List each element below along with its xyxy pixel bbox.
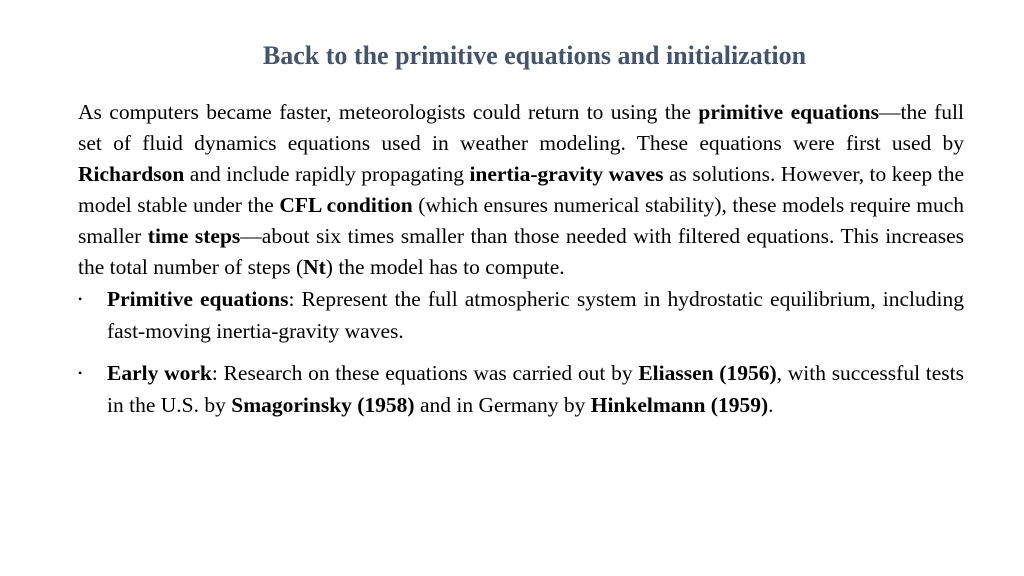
bold-term: Smagorinsky (1958): [231, 393, 415, 417]
text-run: (which ensures numerical stability), these models require much smaller: [78, 193, 964, 248]
text-run: : Research on these equations was carried out by: [211, 361, 639, 385]
text-run: and in Germany by: [414, 393, 591, 417]
bold-term: primitive equations: [698, 100, 879, 124]
bullet-item: [78, 283, 964, 347]
bullet-item: [78, 357, 964, 421]
bold-term: Richardson: [78, 162, 185, 186]
bold-term: CFL condition: [279, 193, 413, 217]
bold-term: Eliassen (1956): [638, 361, 777, 385]
text-run: —about six times smaller than those needed with filtered equations. This increases the total number of steps (: [78, 224, 964, 279]
bold-term: time steps: [147, 224, 241, 248]
bold-term: Nt: [303, 255, 326, 279]
bold-term: inertia-gravity waves: [469, 162, 664, 186]
text-run: , with successful tests in the U.S. by: [107, 361, 965, 417]
text-run: ) the model has to compute.: [325, 255, 565, 279]
text-run: and include rapidly propagating: [184, 162, 470, 186]
bullet-marker: •: [78, 366, 83, 380]
bold-term: Hinkelmann (1959): [590, 393, 769, 417]
text-run: —the full set of fluid dynamics equations used in weather modeling. These equations were first used by: [78, 100, 965, 155]
bold-term: Primitive equations: [107, 287, 289, 311]
bullet-marker: •: [78, 292, 83, 306]
intro-paragraph: [78, 97, 964, 283]
bold-term: Early work: [107, 361, 212, 385]
text-run: .: [768, 393, 774, 417]
text-run: As computers became faster, meteorologists could return to using the: [78, 100, 699, 124]
text-run: : Represent the full atmospheric system in hydrostatic equilibrium, including fast-moving inertia-gravity waves.: [107, 287, 964, 343]
slide-title: Back to the primitive equations and initialization: [262, 41, 807, 70]
text-run: as solutions. However, to keep the model stable under the: [78, 162, 964, 217]
slide-body: [78, 97, 964, 421]
bullet-list: [78, 283, 964, 421]
